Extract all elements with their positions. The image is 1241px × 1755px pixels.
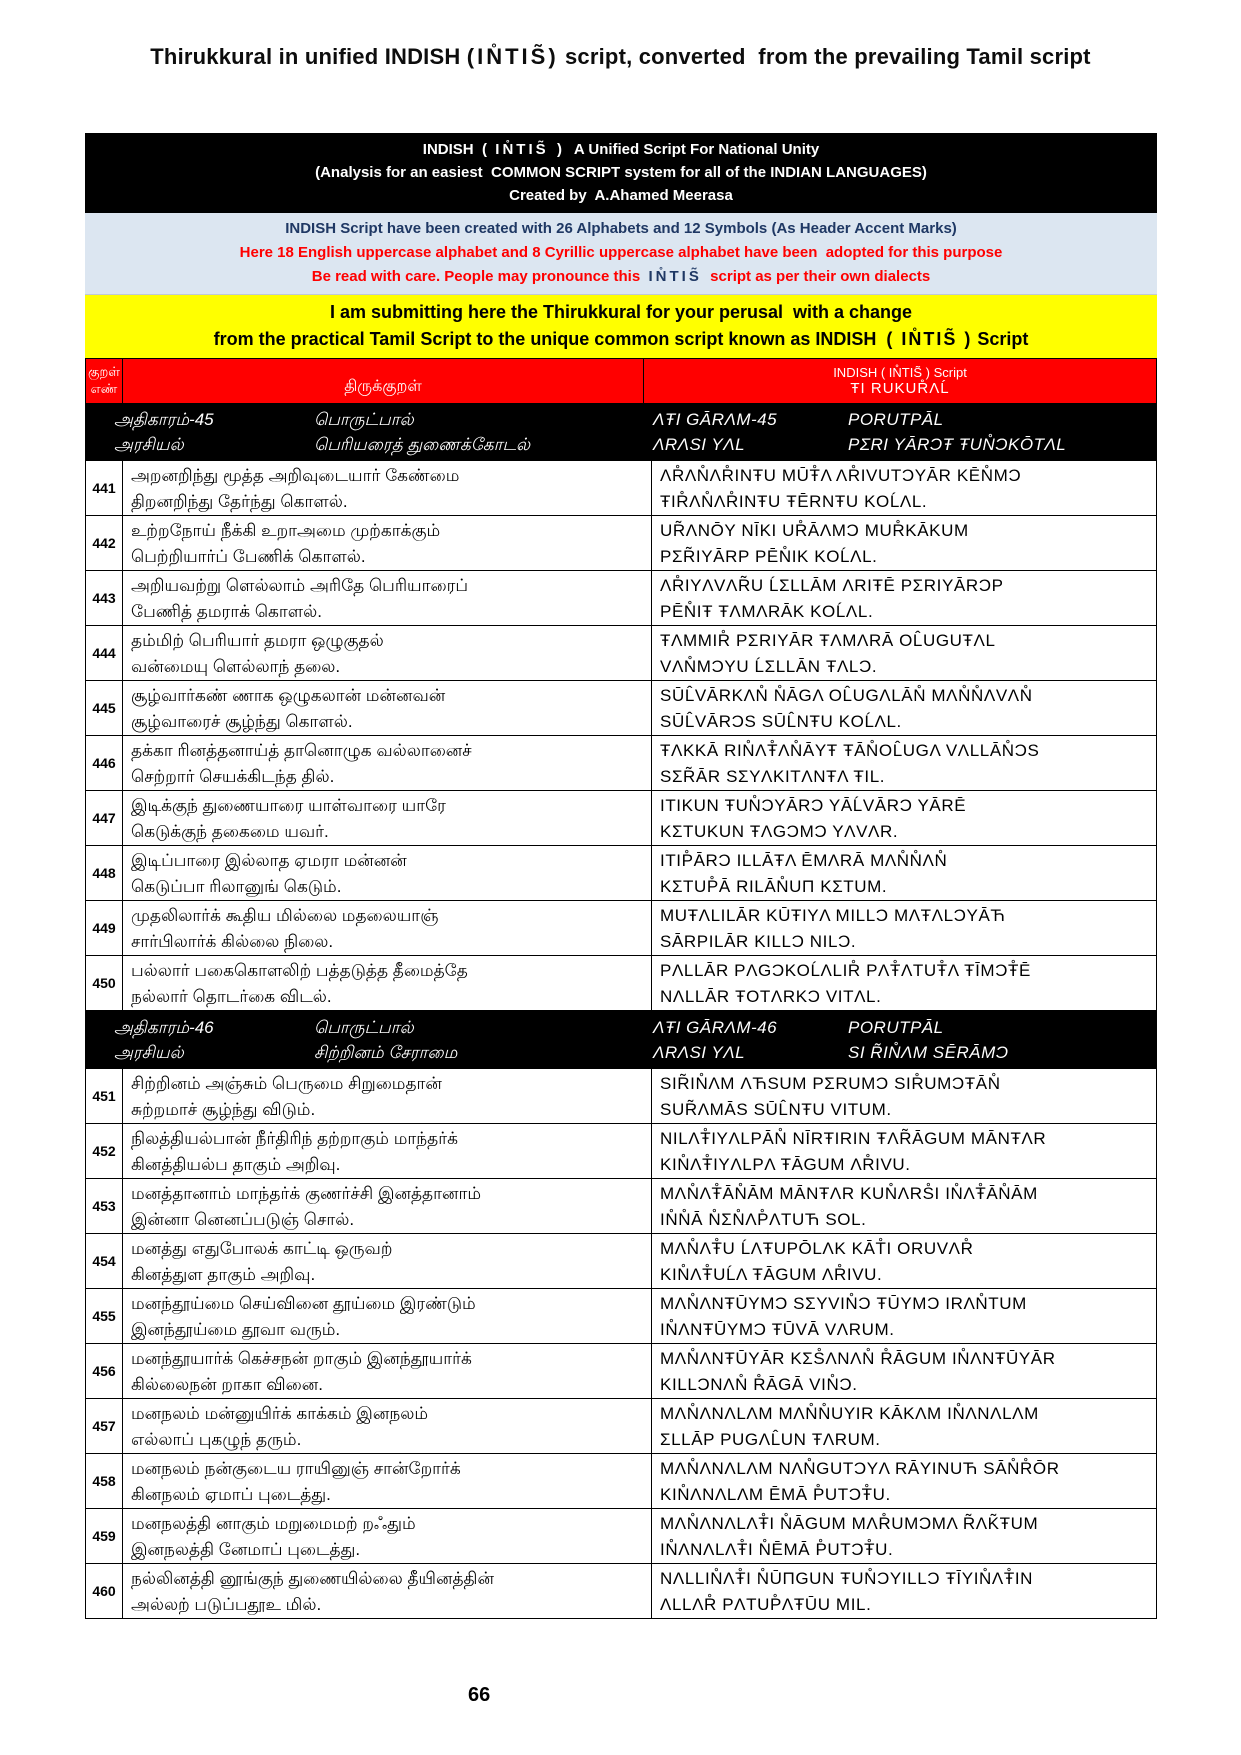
banner-line-1 xyxy=(85,138,1157,161)
kural-indish-text xyxy=(652,681,1156,735)
kural-tamil-text xyxy=(123,1069,652,1123)
kural-tamil-text xyxy=(123,1234,652,1288)
chapter-division-indish: PORUTPĀL xyxy=(848,410,944,429)
chapter-45-indish xyxy=(643,403,1156,461)
kural-tamil-text xyxy=(123,1179,652,1233)
kural-row xyxy=(86,1234,1156,1289)
banner-line1-post: ) A Unified Script For National Unity xyxy=(548,141,820,158)
chapter-46-tamil xyxy=(86,1011,643,1069)
kural-indish-text xyxy=(652,461,1156,515)
kural-tamil-text xyxy=(123,901,652,955)
kural-tamil-line-1: உற்றநோய் நீக்கி உறாஅமை முற்காக்கும் xyxy=(131,521,441,540)
chapter-division-tamil: பொருட்பால் xyxy=(314,410,414,429)
kural-number: 451 xyxy=(86,1069,123,1123)
kural-row xyxy=(86,516,1156,571)
chapter-title-tamil: பெரியரைத் துணைக்கோடல் xyxy=(314,435,531,454)
kural-tamil-line-1: மனநலம் நன்குடைய ராயினுஞ் சான்றோர்க் xyxy=(131,1459,461,1478)
kural-tamil-line-2: கினத்தியல்ப தாகும் அறிவு. xyxy=(131,1155,341,1174)
kural-indish-line-2: KILLƆNΛN̊ R̊ĀGĀ VIN̊Ɔ. xyxy=(660,1375,858,1394)
kural-indish-line-2: SĀRPILĀR KILLƆ NILƆ. xyxy=(660,932,857,951)
kural-number: 458 xyxy=(86,1454,123,1508)
kural-tamil-line-2: இனந்தூய்மை தூவா வரும். xyxy=(131,1320,341,1339)
page-number: 66 xyxy=(468,1684,491,1706)
kural-row xyxy=(86,956,1156,1011)
kural-tamil-line-1: முதலிலார்க் கூதிய மில்லை மதலையாஞ் xyxy=(131,906,439,925)
kural-indish-line-2: VΛN̊MƆYU ĹΣLLĀN ŦΛLƆ. xyxy=(660,657,878,676)
kural-tamil-text xyxy=(123,1454,652,1508)
kural-tamil-line-1: இடிக்குந் துணையாரை யாள்வாரை யாரே xyxy=(131,796,446,815)
chapter-division-tamil: பொருட்பால் xyxy=(314,1018,414,1037)
kural-indish-text xyxy=(652,516,1156,570)
kural-row xyxy=(86,1124,1156,1179)
kural-tamil-line-1: நல்லினத்தி னூங்குந் துணையில்லை தீயினத்தின் xyxy=(131,1569,494,1588)
kural-indish-line-2: IN̊ΛNŦŪYMƆ ŦŪVĀ VΛRUM. xyxy=(660,1320,895,1339)
kural-indish-line-1: ITIKUN ŦUN̊ƆYĀRƆ YĀĹVĀRƆ YĀRĒ xyxy=(660,796,967,815)
kural-tamil-line-2: கெடுக்குந் தகைமை யவர். xyxy=(131,822,329,841)
header-number-label: எண் xyxy=(90,381,118,396)
kural-indish-line-2: ΛLLΛR̊ PΛTUP̊ΛŦŪU MIL. xyxy=(660,1595,872,1614)
kural-tamil-line-2: இன்னா னெனப்படுஞ் சொல். xyxy=(131,1210,355,1229)
kural-tamil-text xyxy=(123,626,652,680)
chapter-group-indish: ΛRΛSI YΛL xyxy=(653,435,746,454)
banner-line-3: Created by A.Ahamed Meerasa xyxy=(509,187,733,204)
kural-tamil-line-1: அறியவற்று ளெல்லாம் அரிதே பெரியாரைப் xyxy=(131,576,469,595)
content-sheet xyxy=(85,133,1157,1619)
kural-number: 444 xyxy=(86,626,123,680)
kural-indish-line-2: NΛLLĀR ŦOTΛRKƆ VITΛL. xyxy=(660,987,882,1006)
kural-tamil-text xyxy=(123,681,652,735)
submission-line2-pre: from the practical Tamil Script to the unique common script known as INDISH xyxy=(213,329,887,349)
intis-script-label: IN̊TIS̃ xyxy=(495,141,549,158)
kural-number: 453 xyxy=(86,1179,123,1233)
kural-indish-text xyxy=(652,1454,1156,1508)
kural-number: 455 xyxy=(86,1289,123,1343)
kural-indish-text xyxy=(652,791,1156,845)
header-tirukural-indish-label: ŦI RUKUR̊ΛĹ xyxy=(850,380,950,397)
chapter-number-tamil: அதிகாரம்-45 xyxy=(114,410,214,429)
intis-script-label: (IN̊TIS̃) xyxy=(466,44,559,69)
kural-indish-line-1: SIR̃IN̊ΛM ΛЋSUM PΣRUMƆ SIR̊UMƆŦĀN̊ xyxy=(660,1074,1001,1093)
kural-indish-line-1: MΛN̊ΛŦ̊ĀN̊ĀM MĀNŦΛR KUN̊ΛRS̊I IN̊ΛŦ̊ĀN̊ĀM xyxy=(660,1184,1038,1203)
header-cell-thirukkural xyxy=(123,359,644,403)
kural-tamil-line-2: சூழ்வாரைச் சூழ்ந்து கொளல். xyxy=(131,712,353,731)
banner-line1-pre: INDISH ( xyxy=(422,141,496,158)
kural-tamil-line-2: சார்பிலார்க் கில்லை நிலை. xyxy=(131,932,334,951)
kural-indish-line-1: PΛLLĀR PΛGƆKOĹΛLIR̊ PΛŦ̊ΛTUŦ̊Λ ŦĪMƆŦ̊Ē xyxy=(660,961,1031,980)
kural-row xyxy=(86,1454,1156,1509)
table-header xyxy=(85,358,1157,403)
kural-row xyxy=(86,626,1156,681)
chapter-number-indish: ΛŦI GĀRΛM-46 xyxy=(653,1018,778,1037)
kural-tamil-text xyxy=(123,516,652,570)
kural-indish-line-1: MUŦΛLILĀR KŪŦIYΛ MILLƆ MΛŦΛLƆYĀЋ xyxy=(660,906,1006,925)
kural-indish-text xyxy=(652,1124,1156,1178)
kural-tamil-line-2: நல்லார் தொடர்கை விடல். xyxy=(131,987,332,1006)
kural-number: 445 xyxy=(86,681,123,735)
submission-line-1: I am submitting here the Thirukkural for your perusal with a change xyxy=(329,302,913,322)
kural-tamil-line-2: அல்லற் படுப்பதூஉ மில். xyxy=(131,1595,322,1614)
kural-tamil-text xyxy=(123,791,652,845)
kural-number: 443 xyxy=(86,571,123,625)
kural-indish-text xyxy=(652,626,1156,680)
notes-band xyxy=(85,213,1157,295)
kural-indish-text xyxy=(652,901,1156,955)
chapter-45-tamil xyxy=(86,403,643,461)
kural-number: 448 xyxy=(86,846,123,900)
kural-tamil-line-2: பேணித் தமராக் கொளல். xyxy=(131,602,322,621)
kural-indish-line-1: UR̃ΛNŌY NĪKI UR̊ĀΛMƆ MUR̊KĀKUM xyxy=(660,521,969,540)
kural-row xyxy=(86,1399,1156,1454)
kural-tamil-text xyxy=(123,956,652,1010)
kural-row xyxy=(86,1509,1156,1564)
kural-tamil-line-2: கில்லைநன் றாகா வினை. xyxy=(131,1375,323,1394)
kural-row xyxy=(86,791,1156,846)
kural-number: 454 xyxy=(86,1234,123,1288)
header-kural-label: குறள் xyxy=(87,364,121,379)
kural-indish-line-2: IN̊N̊Ā N̊ΣN̊ΛP̊ΛTUЋ SOL. xyxy=(660,1210,867,1229)
kural-tamil-line-1: மனத்து எதுபோலக் காட்டி ஒருவற் xyxy=(131,1239,393,1258)
kural-indish-line-1: NILΛŦ̊IYΛLPĀN̊ NĪRŦIRIN ŦΛR̃ĀGUM MĀNŦΛR xyxy=(660,1129,1047,1148)
kural-indish-text xyxy=(652,1564,1156,1618)
kural-indish-line-1: MΛN̊ΛNŦŪYMƆ SΣYVIN̊Ɔ ŦŪYMƆ IRΛN̊TUM xyxy=(660,1294,1027,1313)
kural-tamil-text xyxy=(123,736,652,790)
kural-row xyxy=(86,1289,1156,1344)
kural-tamil-line-1: மனந்தூய்மை செய்வினை தூய்மை இரண்டும் xyxy=(131,1294,476,1313)
kural-row xyxy=(86,736,1156,791)
kural-tamil-text xyxy=(123,1289,652,1343)
header-cell-indish-script xyxy=(644,359,1156,403)
kural-number: 446 xyxy=(86,736,123,790)
kural-row xyxy=(86,1344,1156,1399)
kural-indish-line-1: MΛN̊ΛNΛLΛM NΛN̊GUTƆYΛ RĀYINUЋ SĀN̊R̊ŌR xyxy=(660,1459,1060,1478)
kural-indish-line-1: NΛLLIN̊ΛŦ̊I N̊ŪΠGUN ŦUN̊ƆYILLƆ ŦĪYIN̊ΛŦ̊IN xyxy=(660,1569,1034,1588)
kural-indish-line-1: ŦΛMMIR̊ PΣRIYĀR ŦΛMΛRĀ OL̂UGUŦΛL xyxy=(660,631,996,650)
indish-banner xyxy=(85,133,1157,213)
kural-tamil-line-2: கினநலம் ஏமாப் புடைத்து. xyxy=(131,1485,331,1504)
kural-indish-text xyxy=(652,1399,1156,1453)
kural-tamil-line-1: சூழ்வார்கண் ணாக ஒழுகலான் மன்னவன் xyxy=(131,686,446,705)
chapter-group-tamil: அரசியல் xyxy=(114,1043,184,1062)
note-line-3 xyxy=(85,265,1157,289)
kural-indish-line-1: MΛN̊ΛNΛLΛM MΛN̊N̊UYIR KĀKΛM IN̊ΛNΛLΛM xyxy=(660,1404,1039,1423)
kural-number: 449 xyxy=(86,901,123,955)
header-cell-kural-number xyxy=(86,359,123,403)
kural-indish-line-2: KIN̊ΛŦ̊IYΛLPΛ ŦĀGUM ΛR̊IVU. xyxy=(660,1155,911,1174)
note3-post: script as per their own dialects xyxy=(701,268,931,285)
kural-indish-line-2: KIN̊ΛŦ̊UĹΛ ŦĀGUM ΛR̊IVU. xyxy=(660,1265,883,1284)
kural-row xyxy=(86,1564,1156,1619)
kural-indish-text xyxy=(652,1069,1156,1123)
kural-indish-text xyxy=(652,1179,1156,1233)
kural-indish-line-2: SŪL̂VĀRƆS SŪL̂NŦU KOĹΛL. xyxy=(660,712,902,731)
kural-indish-text xyxy=(652,846,1156,900)
kural-rows-chapter-45 xyxy=(85,461,1157,1011)
kural-tamil-text xyxy=(123,571,652,625)
kural-rows-chapter-46 xyxy=(85,1069,1157,1619)
kural-number: 452 xyxy=(86,1124,123,1178)
kural-tamil-text xyxy=(123,461,652,515)
banner-line-2: (Analysis for an easiest COMMON SCRIPT system for all of the INDIAN LANGUAGES) xyxy=(315,164,927,181)
kural-number: 441 xyxy=(86,461,123,515)
kural-number: 460 xyxy=(86,1564,123,1618)
kural-indish-text xyxy=(652,1234,1156,1288)
kural-tamil-line-2: சுற்றமாச் சூழ்ந்து விடும். xyxy=(131,1100,316,1119)
note-line-2: Here 18 English uppercase alphabet and 8 Cyrillic uppercase alphabet have been adopted for this purpose xyxy=(239,244,1003,261)
kural-tamil-line-2: இனநலத்தி னேமாப் புடைத்து. xyxy=(131,1540,361,1559)
kural-number: 447 xyxy=(86,791,123,845)
submission-line2-post: Script xyxy=(972,329,1029,349)
kural-tamil-line-2: கெடுப்பா ரிலானுங் கெடும். xyxy=(131,877,342,896)
kural-tamil-line-1: தம்மிற் பெரியார் தமரா ஒழுகுதல் xyxy=(131,631,384,650)
title-text-post: script, converted from the prevailing Tamil script xyxy=(558,44,1091,69)
kural-indish-line-2: IN̊ΛNΛLΛŦ̊I N̊ĒMĀ P̊UTƆŦ̊U. xyxy=(660,1540,894,1559)
kural-tamil-line-2: எல்லாப் புகழுந் தரும். xyxy=(131,1430,302,1449)
kural-tamil-text xyxy=(123,1564,652,1618)
kural-tamil-line-1: மனநலத்தி னாகும் மறுமைமற் றஃதும் xyxy=(131,1514,416,1533)
kural-indish-line-2: ΣLLĀP PUGΛL̂UN ŦΛRUM. xyxy=(660,1430,881,1449)
kural-number: 450 xyxy=(86,956,123,1010)
chapter-title-indish: SI R̃IN̊ΛM SĒRĀMƆ xyxy=(848,1043,1009,1062)
kural-row xyxy=(86,1069,1156,1124)
kural-number: 457 xyxy=(86,1399,123,1453)
chapter-title-tamil: சிற்றினம் சேராமை xyxy=(314,1043,458,1062)
kural-indish-text xyxy=(652,571,1156,625)
header-indish-label: INDISH ( IN̊TIS̃ ) Script xyxy=(833,365,967,380)
kural-indish-line-2: SΣR̃ĀR SΣYΛKITΛNŦΛ ŦIL. xyxy=(660,767,886,786)
kural-tamil-text xyxy=(123,1509,652,1563)
kural-indish-line-1: MΛN̊ΛŦ̊U ĹΛŦUPŌLΛK KĀT̊I ORUVΛR̊ xyxy=(660,1239,974,1258)
kural-indish-line-1: MΛN̊ΛNŦŪYĀR KΣS̊ΛNΛN̊ R̊ĀGUM IN̊ΛNŦŪYĀR xyxy=(660,1349,1056,1368)
kural-indish-line-2: SUR̃ΛMĀS SŪL̂NŦU VITUM. xyxy=(660,1100,892,1119)
chapter-46-indish xyxy=(643,1011,1156,1069)
kural-tamil-text xyxy=(123,846,652,900)
kural-indish-line-2: KIN̊ΛNΛLΛM ĒMĀ P̊UTƆŦ̊U. xyxy=(660,1485,891,1504)
kural-row xyxy=(86,1179,1156,1234)
intis-script-label: ( IN̊TIS̃ ) xyxy=(886,329,973,349)
kural-indish-line-1: ŦΛKKĀ RIN̊ΛŦ̊ΛN̊ĀYŦ ŦĀN̊OL̂UGΛ VΛLLĀN̊ƆS xyxy=(660,741,1040,760)
kural-tamil-line-2: செற்றார் செயக்கிடந்த தில். xyxy=(131,767,335,786)
kural-tamil-line-1: இடிப்பாரை இல்லாத ஏமரா மன்னன் xyxy=(131,851,407,870)
kural-tamil-line-1: மனந்தூயார்க் கெச்சநன் றாகும் இனந்தூயார்க் xyxy=(131,1349,472,1368)
submission-band xyxy=(85,295,1157,358)
chapter-group-indish: ΛRΛSI YΛL xyxy=(653,1043,746,1062)
kural-indish-line-2: KΣTUP̊Ā RILĀN̊UΠ KΣTUM. xyxy=(660,877,888,896)
kural-row xyxy=(86,681,1156,736)
chapter-number-indish: ΛŦI GĀRΛM-45 xyxy=(653,410,778,429)
kural-tamil-text xyxy=(123,1399,652,1453)
kural-indish-text xyxy=(652,1344,1156,1398)
kural-row xyxy=(86,461,1156,516)
kural-row xyxy=(86,846,1156,901)
chapter-header-46 xyxy=(85,1011,1157,1069)
kural-number: 442 xyxy=(86,516,123,570)
kural-tamil-line-2: திறனறிந்து தேர்ந்து கொளல். xyxy=(131,492,348,511)
kural-indish-line-2: PĒN̊IŦ ŦΛMΛRĀK KOĹΛL. xyxy=(660,602,874,621)
kural-indish-line-1: ITIP̊ĀRƆ ILLĀŦΛ ĒMΛRĀ MΛN̊N̊ΛN̊ xyxy=(660,851,948,870)
kural-tamil-line-1: மனநலம் மன்னுயிர்க் காக்கம் இனநலம் xyxy=(131,1404,429,1423)
kural-indish-line-1: ΛR̊ΛN̊ΛR̊INŦU MŪŦ̊Λ ΛR̊IVUTƆYĀR KĒN̊MƆ xyxy=(660,466,1022,485)
kural-row xyxy=(86,571,1156,626)
intis-script-label: IN̊TIS̃ xyxy=(648,268,702,285)
title-text-pre: Thirukkural in unified INDISH xyxy=(150,44,467,69)
kural-tamil-line-2: கினத்துள தாகும் அறிவு. xyxy=(131,1265,316,1284)
chapter-number-tamil: அதிகாரம்-46 xyxy=(114,1018,214,1037)
kural-tamil-line-1: மனத்தானாம் மாந்தர்க் குணர்ச்சி இனத்தானாம் xyxy=(131,1184,482,1203)
kural-tamil-line-1: தக்கா ரினத்தனாய்த் தானொழுக வல்லானைச் xyxy=(131,741,472,760)
kural-indish-line-2: KΣTUKUN ŦΛGƆMƆ YΛVΛR. xyxy=(660,822,899,841)
kural-indish-line-2: PΣR̃IYĀRP PĒN̊IK KOĹΛL. xyxy=(660,547,878,566)
submission-line-2 xyxy=(85,326,1157,353)
kural-tamil-line-2: வன்மையு ளெல்லாந் தலை. xyxy=(131,657,341,676)
note-line-1: INDISH Script have been created with 26 Alphabets and 12 Symbols (As Header Accent Marks) xyxy=(285,220,957,237)
chapter-group-tamil: அரசியல் xyxy=(114,435,184,454)
kural-indish-line-2: ŦIR̊ΛN̊ΛR̊INŦU ŦĒRNŦU KOĹΛL. xyxy=(660,492,928,511)
chapter-title-indish: PΣRI YĀRƆŦ ŦUN̊ƆKŌTΛL xyxy=(848,435,1067,454)
header-thirukkural-label: திருக்குறள் xyxy=(344,378,422,395)
kural-indish-line-1: MΛN̊ΛNΛLΛŦ̊I N̊ĀGUM MΛR̊UMƆMΛ R̃ΛK̃ŦUM xyxy=(660,1514,1039,1533)
kural-indish-line-1: SŪL̂VĀRKΛN̊ N̊ĀGΛ OL̂UGΛLĀN̊ MΛN̊N̊ΛVΛN̊ xyxy=(660,686,1033,705)
note3-pre: Be read with care. People may pronounce this xyxy=(311,268,649,285)
kural-indish-text xyxy=(652,1509,1156,1563)
chapter-header-45 xyxy=(85,403,1157,461)
kural-tamil-text xyxy=(123,1124,652,1178)
kural-tamil-line-1: நிலத்தியல்பான் நீர்திரிந் தற்றாகும் மாந்தர்க் xyxy=(131,1129,458,1148)
kural-tamil-text xyxy=(123,1344,652,1398)
kural-row xyxy=(86,901,1156,956)
chapter-division-indish: PORUTPĀL xyxy=(848,1018,944,1037)
kural-indish-text xyxy=(652,736,1156,790)
kural-tamil-line-2: பெற்றியார்ப் பேணிக் கொளல். xyxy=(131,547,366,566)
kural-indish-text xyxy=(652,1289,1156,1343)
page-title xyxy=(0,0,1241,70)
kural-number: 456 xyxy=(86,1344,123,1398)
kural-indish-text xyxy=(652,956,1156,1010)
kural-number: 459 xyxy=(86,1509,123,1563)
kural-tamil-line-1: அறனறிந்து மூத்த அறிவுடையார் கேண்மை xyxy=(131,466,460,485)
kural-tamil-line-1: சிற்றினம் அஞ்சும் பெருமை சிறுமைதான் xyxy=(131,1074,442,1093)
kural-tamil-line-1: பல்லார் பகைகொளலிற் பத்தடுத்த தீமைத்தே xyxy=(131,961,468,980)
kural-indish-line-1: ΛR̊IYΛVΛR̃U ĹΣLLĀM ΛRIŦĒ PΣRIYĀRƆP xyxy=(660,576,1004,595)
